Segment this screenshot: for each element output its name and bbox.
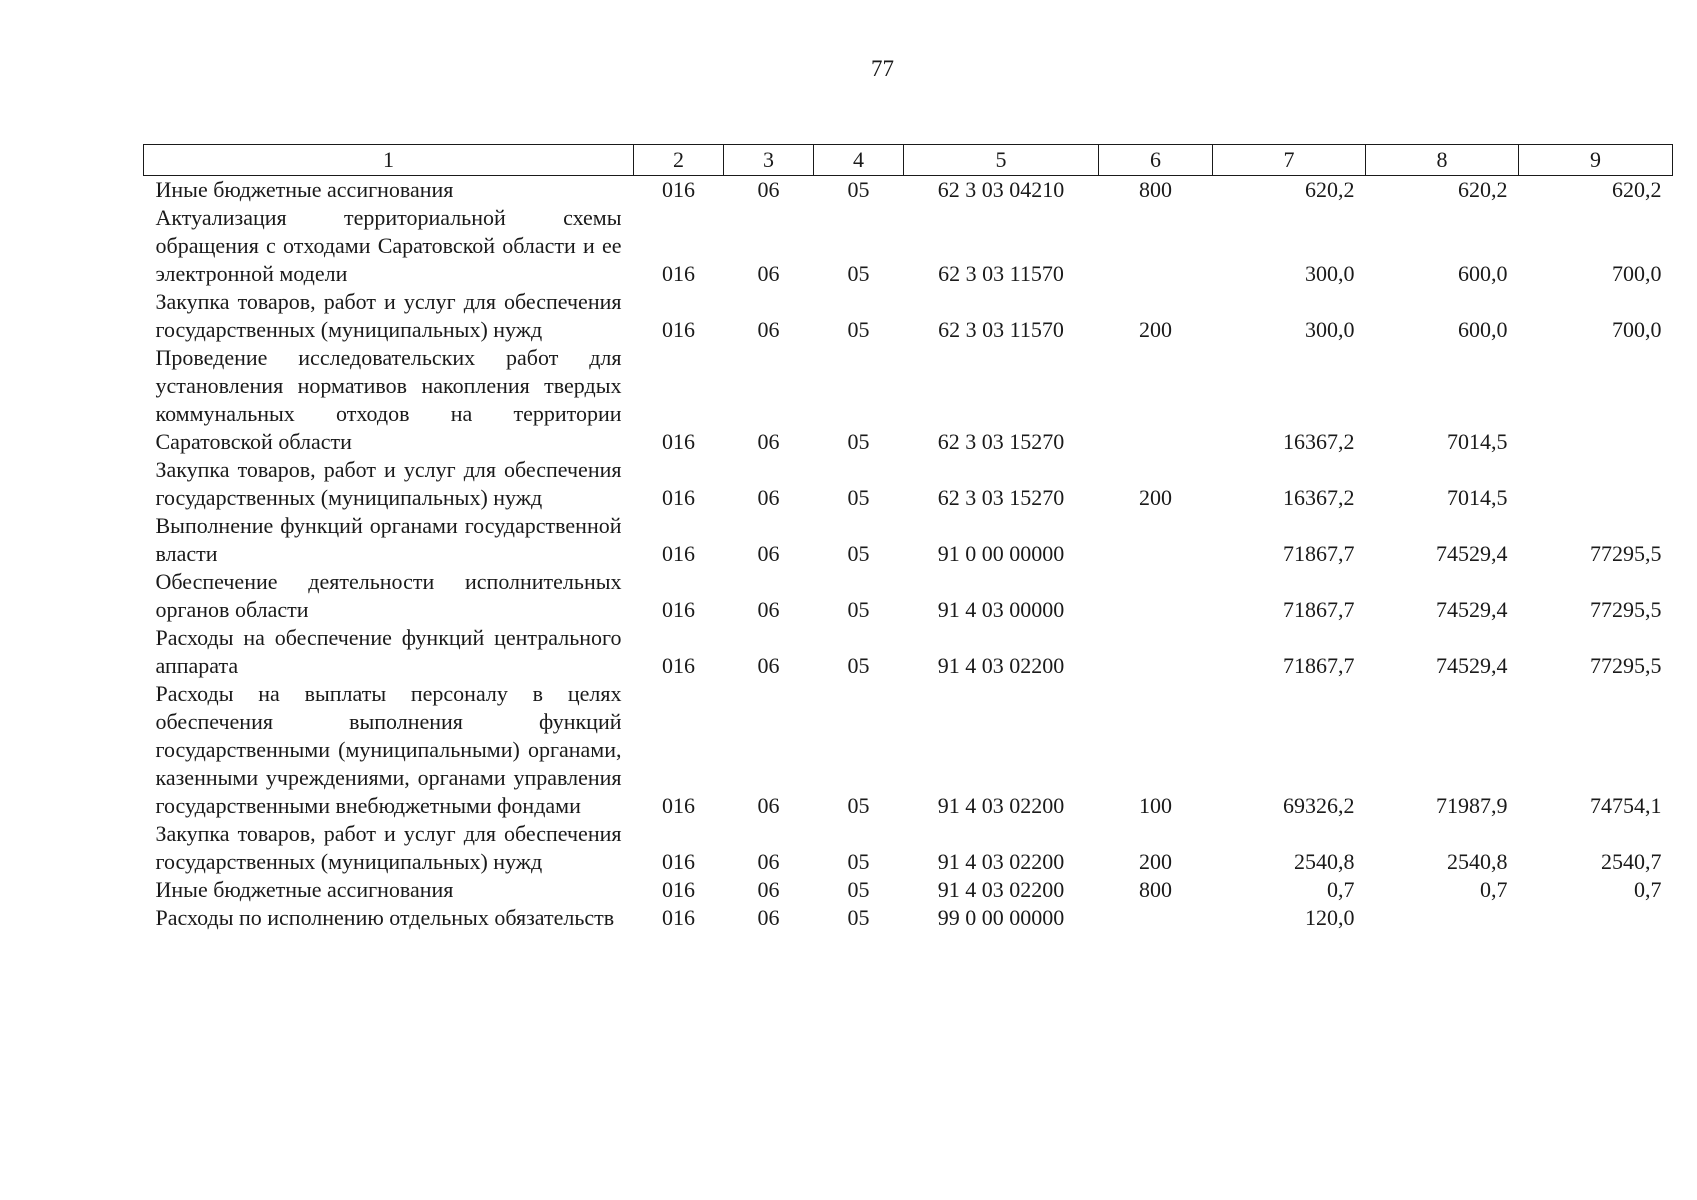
cell-amount-year1: 0,7 [1327,877,1355,902]
table-row [144,624,1673,680]
cell-target-article: 62 3 03 11570 [938,317,1064,342]
row-description: Закупка товаров, работ и услуг для обеспечения государственных (муниципальных) нужд [155,821,622,874]
col-header-6: 6 [1099,145,1213,176]
cell-target-article: 62 3 03 15270 [937,485,1065,510]
cell-ministry-code: 016 [662,597,695,622]
cell-amount-year3: 700,0 [1612,261,1662,286]
cell-ministry-code: 016 [662,541,695,566]
col-header-5: 5 [904,145,1099,176]
cell-target-article: 99 0 00 00000 [937,905,1065,930]
cell-section: 06 [757,793,780,818]
cell-expense-type [1099,904,1213,932]
cell-target-article: 91 0 00 00000 [937,541,1065,566]
cell-ministry-code: 016 [662,317,695,342]
cell-amount-year2 [1366,904,1519,932]
cell-section: 06 [757,877,780,902]
cell-expense-type [1099,204,1213,288]
cell-ministry-code: 016 [662,653,695,678]
cell-expense-type: 800 [1139,177,1172,202]
table-row [144,680,1673,820]
cell-amount-year1: 16367,2 [1283,429,1355,454]
col-header-9: 9 [1519,145,1673,176]
cell-target-article: 91 4 03 02200 [937,877,1065,902]
cell-amount-year2: 7014,5 [1447,429,1508,454]
cell-expense-type [1099,512,1213,568]
table-row [144,176,1673,205]
cell-ministry-code: 016 [662,429,695,454]
cell-section: 06 [757,485,780,510]
cell-amount-year3 [1519,344,1673,456]
cell-amount-year2: 74529,4 [1436,597,1508,622]
row-description: Иные бюджетные ассигнования [155,877,454,902]
cell-amount-year1: 300,0 [1305,261,1355,286]
table-row [144,904,1673,932]
cell-amount-year3: 0,7 [1634,877,1662,902]
cell-ministry-code: 016 [662,177,695,202]
row-description: Закупка товаров, работ и услуг для обеспечения государственных (муниципальных) нужд [155,457,622,510]
cell-section: 06 [757,653,780,678]
cell-expense-type [1099,568,1213,624]
cell-subsection: 05 [847,793,870,818]
row-description: Обеспечение деятельности исполнительных органов области [155,569,622,622]
cell-section: 06 [757,849,780,874]
row-description: Иные бюджетные ассигнования [155,177,454,202]
col-header-4: 4 [814,145,904,176]
cell-target-article: 62 3 03 11570 [938,261,1064,286]
cell-amount-year2: 2540,8 [1447,849,1508,874]
cell-amount-year3 [1519,904,1673,932]
page-number: 77 [871,56,894,81]
table-row [144,512,1673,568]
table-row [144,204,1673,288]
cell-ministry-code: 016 [662,877,695,902]
cell-subsection: 05 [847,653,870,678]
header-row [144,145,1673,176]
cell-amount-year2: 0,7 [1480,877,1508,902]
row-description: Актуализация территориальной схемы обращения с отходами Саратовской области и ее электронной модели [155,205,622,286]
cell-subsection: 05 [847,317,870,342]
cell-amount-year1: 71867,7 [1283,541,1355,566]
table-row [144,288,1673,344]
cell-subsection: 05 [847,485,870,510]
cell-amount-year1: 120,0 [1305,905,1355,930]
table-row [144,344,1673,456]
cell-amount-year1: 71867,7 [1283,597,1355,622]
cell-amount-year2: 600,0 [1458,261,1508,286]
cell-ministry-code: 016 [662,261,695,286]
cell-subsection: 05 [847,905,870,930]
cell-expense-type: 800 [1139,877,1172,902]
cell-ministry-code: 016 [662,793,695,818]
row-description: Выполнение функций органами государственной власти [155,513,622,566]
row-description: Расходы на обеспечение функций центрального аппарата [155,625,622,678]
cell-target-article: 62 3 03 15270 [937,429,1065,454]
cell-subsection: 05 [847,849,870,874]
cell-section: 06 [757,177,780,202]
cell-amount-year2: 600,0 [1458,317,1508,342]
cell-section: 06 [757,541,780,566]
cell-subsection: 05 [847,597,870,622]
cell-ministry-code: 016 [662,905,695,930]
row-description: Закупка товаров, работ и услуг для обеспечения государственных (муниципальных) нужд [155,289,622,342]
cell-amount-year3: 700,0 [1612,317,1662,342]
cell-amount-year1: 71867,7 [1283,653,1355,678]
col-header-2: 2 [634,145,724,176]
cell-amount-year2: 7014,5 [1447,485,1508,510]
cell-amount-year2: 74529,4 [1436,541,1508,566]
col-header-8: 8 [1366,145,1519,176]
cell-subsection: 05 [847,541,870,566]
cell-expense-type: 200 [1139,317,1172,342]
cell-ministry-code: 016 [662,849,695,874]
cell-expense-type [1099,344,1213,456]
cell-ministry-code: 016 [662,485,695,510]
cell-amount-year3: 2540,7 [1601,849,1662,874]
col-header-1: 1 [144,145,634,176]
cell-section: 06 [757,905,780,930]
cell-expense-type: 100 [1139,793,1172,818]
cell-amount-year2: 620,2 [1458,177,1508,202]
cell-amount-year1: 620,2 [1305,177,1355,202]
cell-amount-year1: 2540,8 [1294,849,1355,874]
cell-amount-year3: 77295,5 [1590,597,1662,622]
cell-amount-year1: 69326,2 [1283,793,1355,818]
cell-subsection: 05 [847,877,870,902]
row-description: Расходы по исполнению отдельных обязательств [155,905,615,930]
col-header-3: 3 [724,145,814,176]
cell-expense-type: 200 [1139,849,1172,874]
cell-target-article: 91 4 03 00000 [937,597,1065,622]
cell-target-article: 62 3 03 04210 [937,177,1065,202]
cell-amount-year3: 77295,5 [1590,541,1662,566]
cell-subsection: 05 [847,177,870,202]
cell-amount-year3: 74754,1 [1590,793,1662,818]
cell-target-article: 91 4 03 02200 [937,849,1065,874]
cell-amount-year3: 77295,5 [1590,653,1662,678]
col-header-7: 7 [1213,145,1366,176]
row-description: Проведение исследовательских работ для установления нормативов накопления твердых коммунальных отходов на территории Саратовской области [155,345,622,454]
cell-target-article: 91 4 03 02200 [937,653,1065,678]
cell-amount-year1: 300,0 [1305,317,1355,342]
table-row [144,456,1673,512]
budget-table [143,144,1673,932]
cell-section: 06 [757,317,780,342]
cell-amount-year2: 74529,4 [1436,653,1508,678]
table-row [144,568,1673,624]
cell-amount-year1: 16367,2 [1283,485,1355,510]
row-description: Расходы на выплаты персоналу в целях обеспечения выполнения функций государственными (муниципальными) органами, казенными учреждениями, органами управления государственными внебюджетными фондами [155,681,622,818]
table-row [144,876,1673,904]
cell-subsection: 05 [847,261,870,286]
cell-section: 06 [757,597,780,622]
cell-subsection: 05 [847,429,870,454]
cell-expense-type: 200 [1139,485,1172,510]
cell-section: 06 [757,429,780,454]
cell-target-article: 91 4 03 02200 [937,793,1065,818]
cell-amount-year3 [1519,456,1673,512]
cell-amount-year3: 620,2 [1612,177,1662,202]
cell-expense-type [1099,624,1213,680]
cell-amount-year2: 71987,9 [1436,793,1508,818]
table-row [144,820,1673,876]
cell-section: 06 [757,261,780,286]
